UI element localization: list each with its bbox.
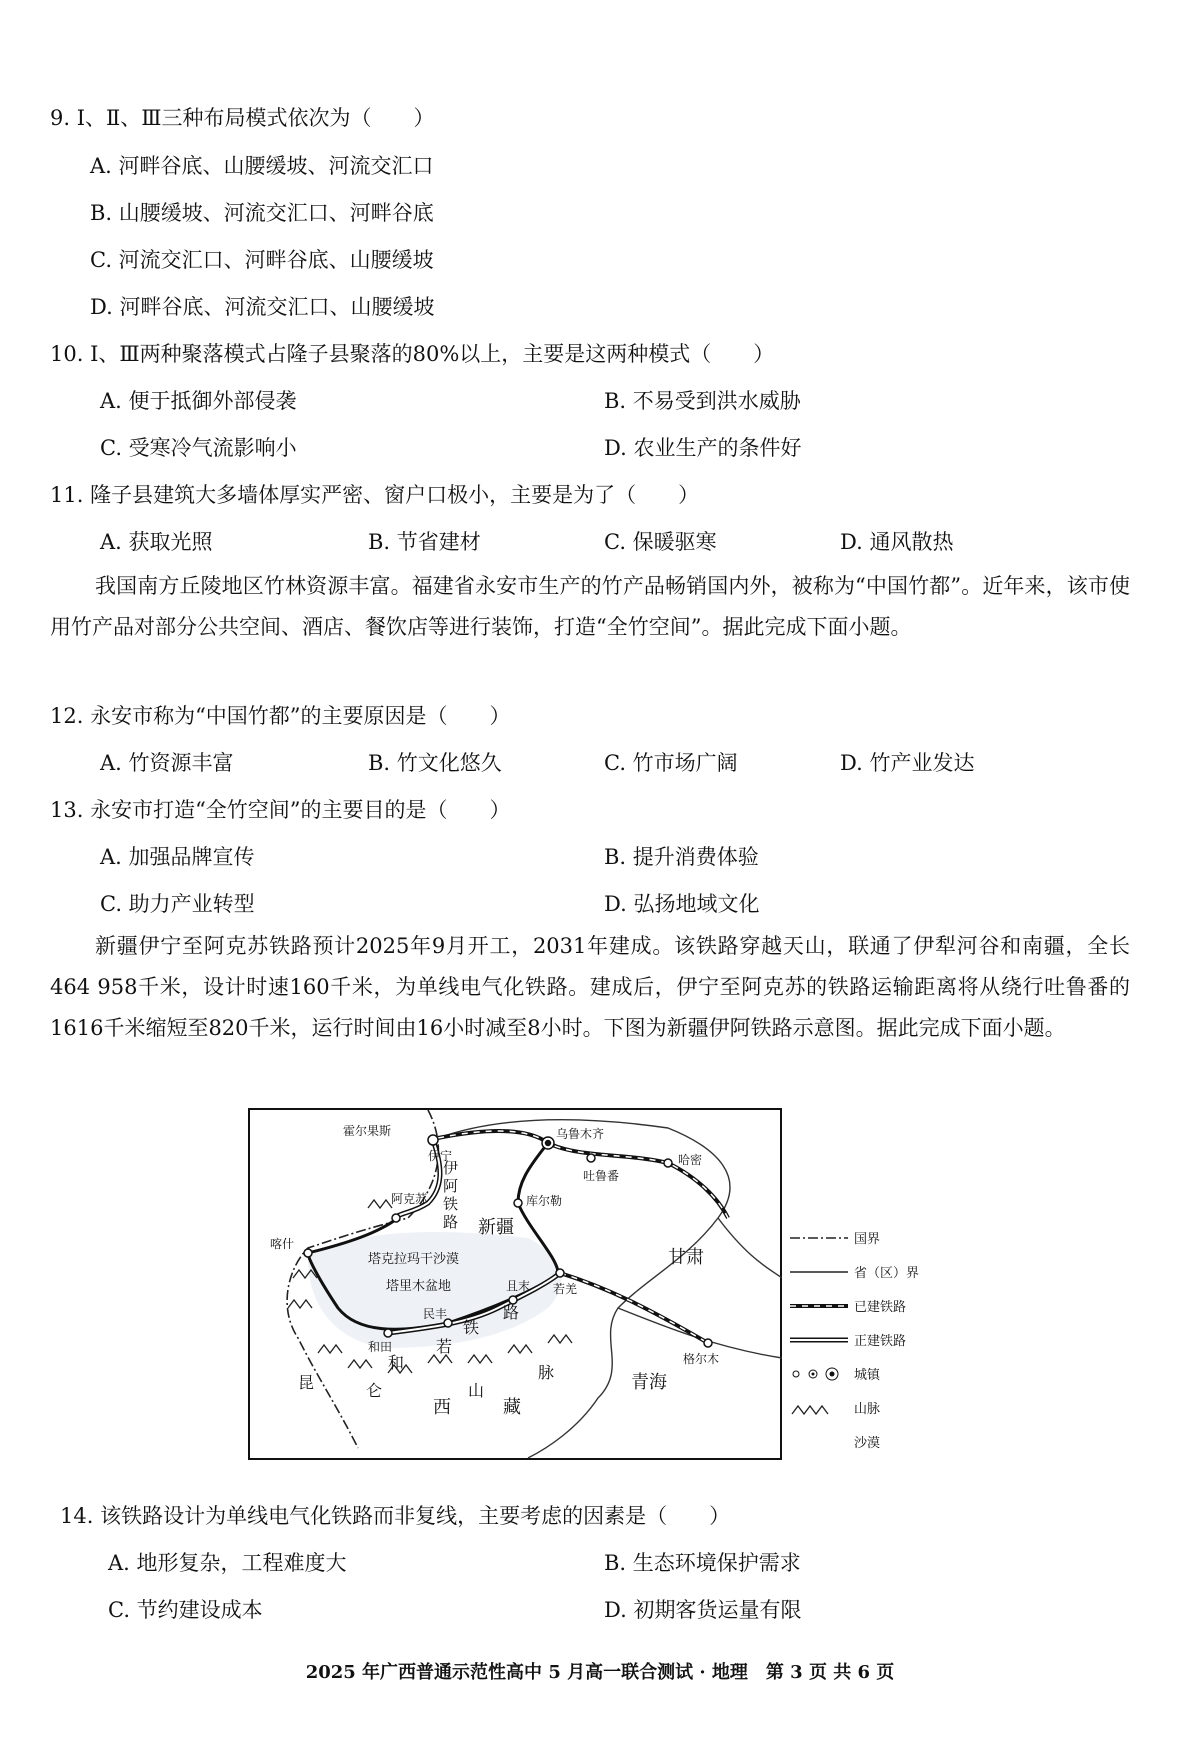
q13-option-d: D. 弘扬地域文化: [604, 892, 760, 916]
q12-option-b: B. 竹文化悠久: [368, 751, 502, 775]
hr-railway-label-3: 铁: [463, 1318, 480, 1337]
label-hami: 哈密: [678, 1153, 703, 1167]
railway-label-4: 路: [443, 1213, 459, 1231]
q12-option-c: C. 竹市场广阔: [604, 751, 738, 775]
legend-building: 正建铁路: [854, 1334, 907, 1349]
mountain-label-1: 昆: [298, 1373, 315, 1392]
hr-railway-label-4: 路: [503, 1303, 520, 1322]
q12-stem: 12. 永安市称为“中国竹都”的主要原因是（ ）: [50, 704, 511, 728]
label-xizang-1: 西: [433, 1397, 451, 1418]
q10-option-a: A. 便于抵御外部侵袭: [100, 389, 297, 413]
legend-border: 国界: [854, 1232, 881, 1247]
q11-option-d: D. 通风散热: [840, 530, 954, 554]
label-xizang-2: 藏: [503, 1397, 521, 1418]
railway-label-3: 铁: [443, 1195, 459, 1213]
mountain-label-4: 脉: [538, 1363, 555, 1382]
q9-option-d: D. 河畔谷底、河流交汇口、山腰缓坡: [90, 295, 435, 319]
q14-option-d: D. 初期客货运量有限: [604, 1598, 802, 1622]
q10-option-b: B. 不易受到洪水威胁: [604, 389, 801, 413]
label-yining: 伊宁: [428, 1149, 453, 1163]
q13-option-a: A. 加强品牌宣传: [100, 845, 255, 869]
hr-railway-label-1: 和: [388, 1353, 405, 1372]
legend-mountain: 山脉: [854, 1402, 881, 1417]
legend-province: 省（区）界: [854, 1266, 920, 1281]
label-hetian: 和田: [368, 1340, 393, 1354]
q11-option-c: C. 保暖驱寒: [604, 530, 717, 554]
label-xinjiang: 新疆: [478, 1217, 514, 1238]
q10-stem: 10. Ⅰ、Ⅲ两种聚落模式占隆子县聚落的80%以上，主要是这两种模式（ ）: [50, 342, 775, 366]
label-basin: 塔里木盆地: [386, 1279, 452, 1294]
legend-built: 已建铁路: [854, 1300, 907, 1315]
railway-label-2: 阿: [443, 1177, 459, 1195]
q11-stem: 11. 隆子县建筑大多墙体厚实严密、窗户口极小，主要是为了（ ）: [50, 483, 700, 507]
label-kuerle: 库尔勒: [526, 1194, 563, 1208]
label-geermu: 格尔木: [683, 1352, 720, 1366]
q12-option-a: A. 竹资源丰富: [100, 751, 234, 775]
q9-option-a: A. 河畔谷底、山腰缓坡、河流交汇口: [90, 154, 434, 178]
q13-stem: 13. 永安市打造“全竹空间”的主要目的是（ ）: [50, 798, 511, 822]
label-qiemo: 且末: [506, 1279, 531, 1293]
q14-option-b: B. 生态环境保护需求: [604, 1551, 801, 1575]
page-footer: 2025 年广西普通示范性高中 5 月高一联合测试 · 地理 第 3 页 共 6 页: [305, 1662, 895, 1683]
legend-desert: 沙漠: [854, 1436, 881, 1451]
label-minfeng: 民丰: [423, 1307, 448, 1321]
railway-map: [248, 1108, 782, 1460]
q13-option-b: B. 提升消费体验: [604, 845, 759, 869]
q13-option-c: C. 助力产业转型: [100, 892, 255, 916]
label-kashi: 喀什: [270, 1237, 295, 1251]
q9-option-b: B. 山腰缓坡、河流交汇口、河畔谷底: [90, 201, 434, 225]
label-ruoqiang: 若羌: [553, 1282, 578, 1296]
q10-option-c: C. 受寒冷气流影响小: [100, 436, 297, 460]
q10-option-d: D. 农业生产的条件好: [604, 436, 802, 460]
railway-label-1: 伊: [443, 1159, 459, 1177]
map-legend: [788, 1228, 948, 1468]
q9-option-c: C. 河流交汇口、河畔谷底、山腰缓坡: [90, 248, 434, 272]
q14-option-a: A. 地形复杂，工程难度大: [108, 1551, 347, 1575]
q12-option-d: D. 竹产业发达: [840, 751, 975, 775]
label-huoerguosi: 霍尔果斯: [343, 1124, 392, 1138]
passage-railway: 新疆伊宁至阿克苏铁路预计2025年9月开工，2031年建成。该铁路穿越天山，联通了伊犁河谷和南疆，全长464 958千米，设计时速160千米，为单线电气化铁路。建成后，伊宁至阿克苏的铁路运输距离将从绕行吐鲁番的1616千米缩短至820千米，运行时间由16小时减至8小时。下图为新疆伊阿铁路示意图。据此完成下面小题。: [50, 934, 1130, 1040]
q9-stem: 9. Ⅰ、Ⅱ、Ⅲ三种布局模式依次为（ ）: [50, 106, 435, 130]
mountain-label-3: 山: [468, 1381, 485, 1400]
q14-stem: 14. 该铁路设计为单线电气化铁路而非复线，主要考虑的因素是（ ）: [60, 1504, 731, 1528]
label-wulumuqi: 乌鲁木齐: [556, 1127, 605, 1141]
q11-option-a: A. 获取光照: [100, 530, 213, 554]
passage-bamboo: 我国南方丘陵地区竹林资源丰富。福建省永安市生产的竹产品畅销国内外，被称为“中国竹都”。近年来，该市使用竹产品对部分公共空间、酒店、餐饮店等进行装饰，打造“全竹空间”。据此完成下面小题。: [50, 574, 1130, 639]
label-akesu: 阿克苏: [391, 1192, 428, 1206]
q11-option-b: B. 节省建材: [368, 530, 481, 554]
label-tulufan: 吐鲁番: [583, 1169, 620, 1183]
label-qinghai: 青海: [631, 1372, 667, 1393]
label-gansu: 甘肃: [668, 1247, 704, 1268]
mountain-label-2: 仑: [366, 1381, 383, 1400]
hr-railway-label-2: 若: [436, 1337, 453, 1356]
q14-option-c: C. 节约建设成本: [108, 1598, 263, 1622]
label-desert: 塔克拉玛干沙漠: [368, 1252, 460, 1267]
legend-town: 城镇: [854, 1368, 881, 1383]
